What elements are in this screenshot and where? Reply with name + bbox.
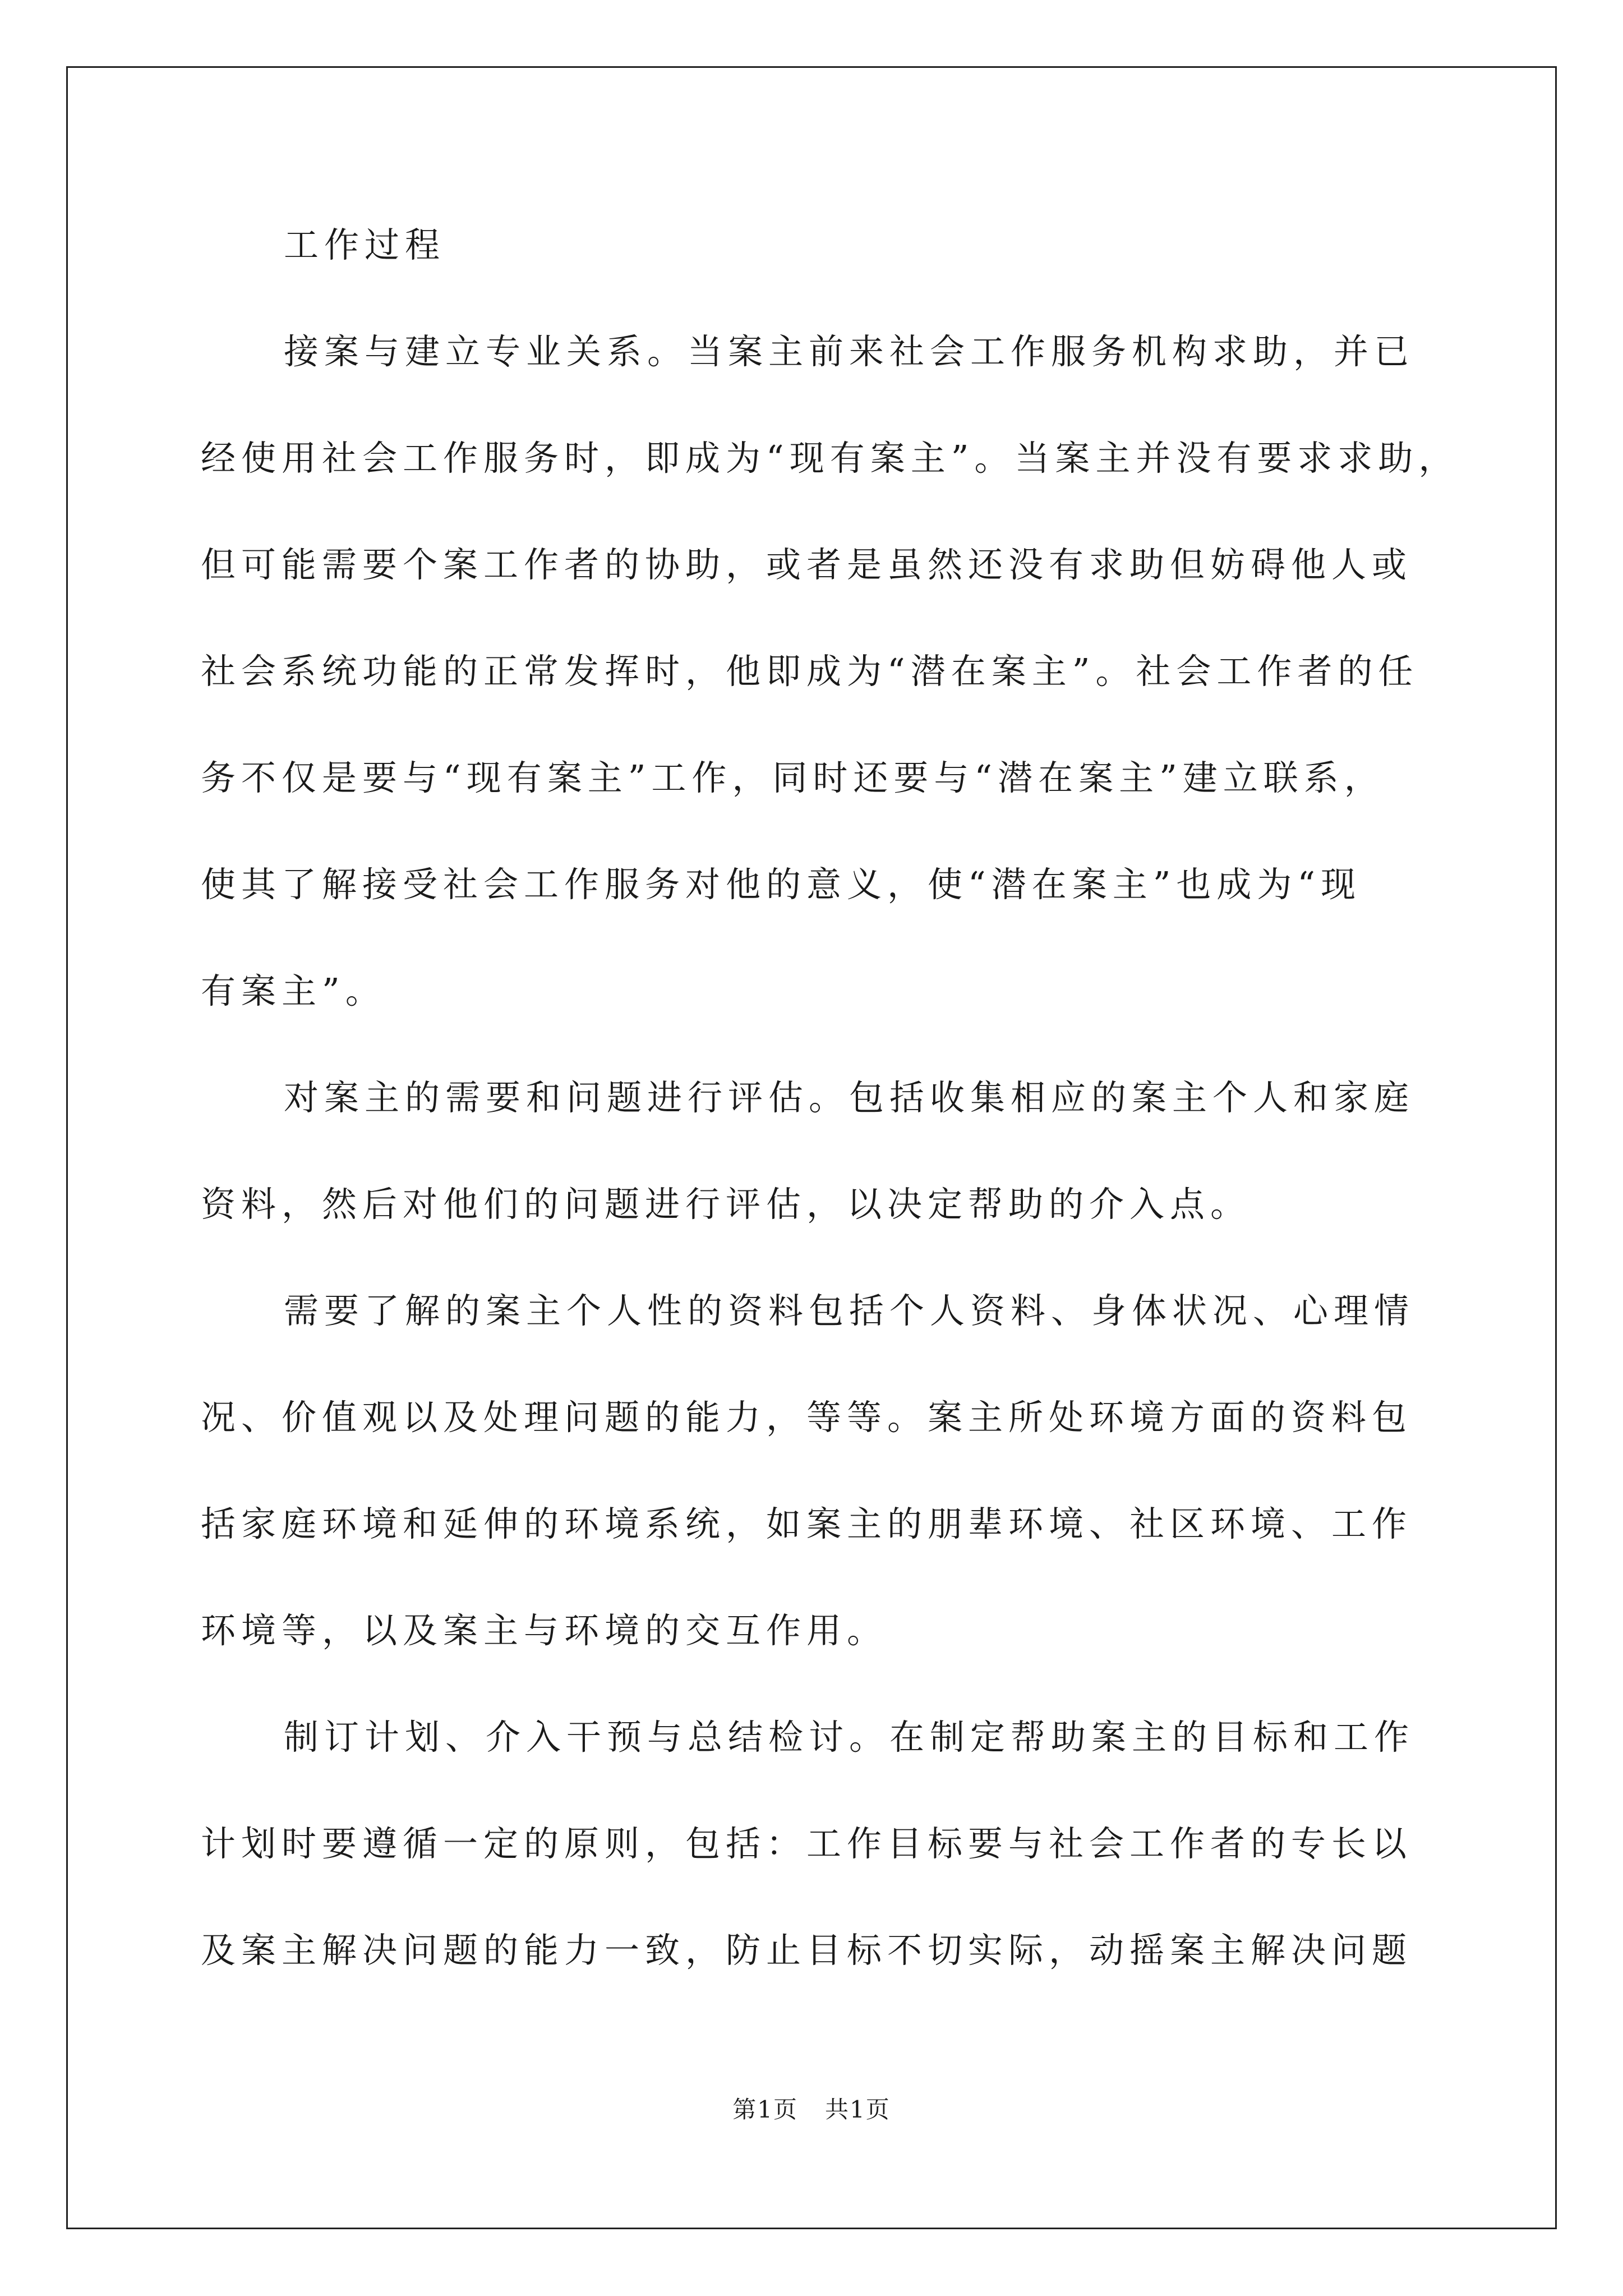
text-line: 况、价值观以及处理问题的能力，等等。案主所处环境方面的资料包 [201, 1397, 1413, 1438]
text-line: 经使用社会工作服务时，即成为“现有案主”。当案主并没有要求求助， [201, 438, 1459, 478]
text-line: 使其了解接受社会工作服务对他的意义，使“潜在案主”也成为“现 [201, 864, 1362, 905]
text-line: 务不仅是要与“现有案主”工作，同时还要与“潜在案主”建立联系， [201, 757, 1385, 798]
text-line: 对案主的需要和问题进行评估。包括收集相应的案主个人和家庭 [284, 1077, 1415, 1118]
text-line: 及案主解决问题的能力一致，防止目标不切实际，动摇案主解决问题 [201, 1930, 1413, 1971]
text-line: 社会系统功能的正常发挥时，他即成为“潜在案主”。社会工作者的任 [201, 651, 1419, 692]
text-line: 需要了解的案主个人性的资料包括个人资料、身体状况、心理情 [284, 1290, 1415, 1331]
text-line: 有案主”。 [201, 970, 386, 1011]
text-line: 括家庭环境和延伸的环境系统，如案主的朋辈环境、社区环境、工作 [201, 1503, 1413, 1544]
text-line: 制订计划、介入干预与总结检讨。在制定帮助案主的目标和工作 [284, 1717, 1415, 1757]
text-line: 资料，然后对他们的问题进行评估，以决定帮助的介入点。 [201, 1184, 1251, 1225]
page-total: 共1页 [825, 2096, 891, 2123]
page-number: 第1页 [732, 2096, 798, 2123]
text-line: 计划时要遵循一定的原则，包括：工作目标要与社会工作者的专长以 [201, 1823, 1413, 1864]
text-line: 但可能需要个案工作者的协助，或者是虽然还没有求助但妨碍他人或 [201, 544, 1413, 585]
page-footer [0, 2091, 1623, 2125]
text-line: 接案与建立专业关系。当案主前来社会工作服务机构求助，并已 [284, 331, 1415, 372]
text-line: 环境等，以及案主与环境的交互作用。 [201, 1610, 888, 1651]
text-line: 工作过程 [284, 224, 446, 265]
document-body [201, 214, 1459, 2026]
